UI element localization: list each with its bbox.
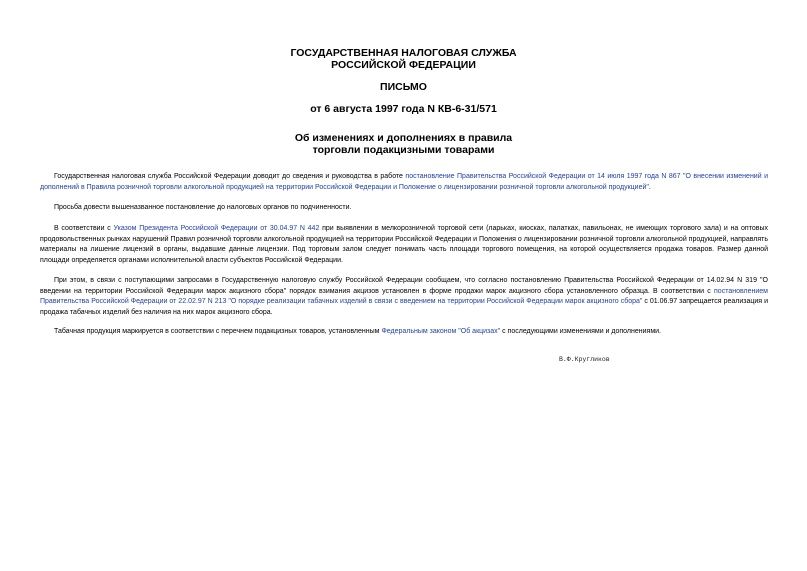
paragraph-2-text: Просьба довести вышеназванное постановление до налоговых органов по подчиненности.: [54, 204, 352, 211]
doc-date: от 6 августа 1997 года N КВ-6-31/571: [310, 103, 497, 115]
decree-442-link[interactable]: Указом Президента Российской Федерации от 30.04.97 N 442: [113, 225, 320, 232]
subject-line1: Об изменениях и дополнениях в правила: [294, 132, 513, 144]
decree-867-link[interactable]: постановление Правительства Российской Федерации от 14 июля 1997 года N 867 "О внесении изменений и дополнений в Правила розничной торговли алкогольной продукцией на территории Российской Федерации и Положение о лицензировании розничной торговли алкогольной продукцией": [40, 173, 768, 191]
signature: В.Ф.Кругликов: [559, 356, 610, 363]
paragraph-5: [40, 327, 768, 338]
org-name-line2: РОССИЙСКОЙ ФЕДЕРАЦИИ: [331, 59, 476, 71]
decree-213-link[interactable]: постановлением Правительства Российской Федерации от 22.02.97 N 213 "О порядке реализации табачных изделий в связи с введением на территории Российской Федерации марок акцизного сбора": [40, 287, 768, 305]
paragraph-1-text-b: .: [648, 183, 651, 191]
paragraph-5-text-a: Табачная продукция маркируется в соответствии с перечнем подакцизных товаров, установленным: [54, 328, 382, 335]
paragraph-4: [40, 276, 768, 318]
doc-type: ПИСЬМО: [380, 81, 427, 93]
paragraph-3-text-a: В соответствии с: [54, 225, 114, 232]
paragraph-1: [40, 172, 768, 193]
paragraph-3: [40, 224, 768, 266]
paragraph-4-text-b: с 01.06.97 запрещается реализация и продажа табачных изделий без наличия на них марок акцизного сбора.: [40, 298, 768, 316]
paragraph-3-text-b: при выявлении в мелкорозничной торговой сети (ларьках, киосках, палатках, павильонах, не имеющих торгового зала) и на оптовых продовольственных рынках нарушений Правил розничной торговли алкогольной продукцией на территории Российской Федерации и Положения о лицензировании розничной торговли алкогольной продукцией, направлять материалы на лишение лицензий в органы, выдавшие данные лицензии. Под торговым залом следует понимать часть площади торгового помещения, на которой осуществляется продажа товаров. Размер данной площади определяется органами исполнительной власти субъектов Российской Федерации.: [40, 225, 768, 264]
paragraph-2: [40, 203, 768, 214]
paragraph-5-text-b: с последующими изменениями и дополнениями.: [500, 328, 661, 335]
paragraph-4-text-a: При этом, в связи с поступающими запросами в Государственную налоговую службу Российской Федерации сообщаем, что согласно постановлению Правительства Российской Федерации от 14.02.94 N 319 "О введении на территории Российской Федерации марок акцизного сбора" порядок взимания акцизов установлен в форме продажи марок акцизного сбора установленного образца. В соответствии с: [40, 277, 768, 295]
org-name-line1: ГОСУДАРСТВЕННАЯ НАЛОГОВАЯ СЛУЖБА: [290, 47, 517, 59]
subject-line2: торговли подакцизными товарами: [312, 144, 495, 156]
excise-law-link[interactable]: Федеральным законом "Об акцизах": [381, 328, 501, 335]
paragraph-1-text-a: Государственная налоговая служба Российской Федерации доводит до сведения и руководства в работе: [54, 173, 406, 180]
